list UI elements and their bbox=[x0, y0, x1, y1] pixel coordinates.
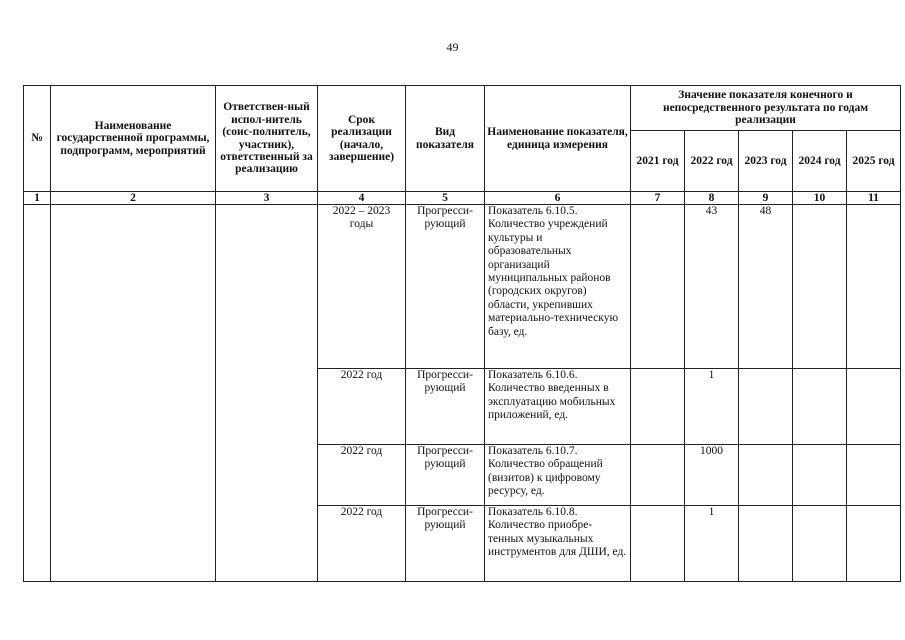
column-number: 10 bbox=[793, 192, 847, 205]
cell-value-2025 bbox=[847, 205, 901, 369]
table-row bbox=[24, 205, 901, 369]
cell-value-2023 bbox=[739, 369, 793, 445]
column-number: 11 bbox=[847, 192, 901, 205]
header-indicator-type: Вид показателя bbox=[406, 86, 485, 192]
column-number: 3 bbox=[216, 192, 318, 205]
cell-indicator-type: Прогресси-рующий bbox=[406, 369, 485, 445]
cell-indicator-name: Показатель 6.10.7. Количество обращений (визитов) к цифровому ресурсу, ед. bbox=[485, 445, 631, 506]
cell-value-2022: 43 bbox=[685, 205, 739, 369]
cell-value-2025 bbox=[847, 445, 901, 506]
cell-value-2021 bbox=[631, 445, 685, 506]
cell-value-2024 bbox=[793, 506, 847, 582]
cell-period: 2022 год bbox=[318, 369, 406, 445]
header-year-2022: 2022 год bbox=[685, 131, 739, 192]
cell-value-2025 bbox=[847, 506, 901, 582]
cell-indicator-type: Прогресси-рующий bbox=[406, 445, 485, 506]
cell-indicator-name: Показатель 6.10.8. Количество приобре-тенных музыкальных инструментов для ДШИ, ед. bbox=[485, 506, 631, 582]
cell-indicator-type: Прогресси-рующий bbox=[406, 506, 485, 582]
cell-value-2023 bbox=[739, 445, 793, 506]
column-number: 2 bbox=[51, 192, 216, 205]
cell-no bbox=[24, 205, 51, 582]
cell-program-name bbox=[51, 205, 216, 582]
cell-value-2025 bbox=[847, 369, 901, 445]
column-number-row bbox=[24, 192, 901, 205]
cell-value-2022: 1000 bbox=[685, 445, 739, 506]
cell-period: 2022 – 2023 годы bbox=[318, 205, 406, 369]
header-year-2024: 2024 год bbox=[793, 131, 847, 192]
page-number: 49 bbox=[446, 40, 459, 54]
cell-value-2022: 1 bbox=[685, 506, 739, 582]
header-period: Срок реализации (начало, завершение) bbox=[318, 86, 406, 192]
cell-value-2021 bbox=[631, 506, 685, 582]
cell-value-2024 bbox=[793, 369, 847, 445]
cell-indicator-name: Показатель 6.10.6. Количество введенных в эксплуатацию мобильных приложений, ед. bbox=[485, 369, 631, 445]
cell-indicator-name: Показатель 6.10.5. Количество учреждений культуры и образовательных организаций муниципальных районов (городских округов) области, укрепивших материально-техническую базу, ед. bbox=[485, 205, 631, 369]
header-year-2023: 2023 год bbox=[739, 131, 793, 192]
cell-value-2023: 48 bbox=[739, 205, 793, 369]
indicators-table bbox=[23, 85, 901, 582]
cell-period: 2022 год bbox=[318, 506, 406, 582]
column-number: 4 bbox=[318, 192, 406, 205]
header-values-group: Значение показателя конечного и непосредственного результата по годам реализации bbox=[631, 86, 901, 131]
cell-value-2024 bbox=[793, 445, 847, 506]
column-number: 7 bbox=[631, 192, 685, 205]
cell-value-2021 bbox=[631, 369, 685, 445]
header-indicator-name: Наименование показателя, единица измерения bbox=[485, 86, 631, 192]
header-year-2025: 2025 год bbox=[847, 131, 901, 192]
cell-indicator-type: Прогресси-рующий bbox=[406, 205, 485, 369]
column-number: 5 bbox=[406, 192, 485, 205]
cell-period: 2022 год bbox=[318, 445, 406, 506]
header-program-name: Наименование государственной программы, подпрограмм, мероприятий bbox=[51, 86, 216, 192]
cell-executor bbox=[216, 205, 318, 582]
cell-value-2023 bbox=[739, 506, 793, 582]
header-year-2021: 2021 год bbox=[631, 131, 685, 192]
column-number: 1 bbox=[24, 192, 51, 205]
cell-value-2022: 1 bbox=[685, 369, 739, 445]
header-no: № bbox=[24, 86, 51, 192]
header-executor: Ответствен-ный испол-нитель (соис-полнитель, участник), ответственный за реализацию bbox=[216, 86, 318, 192]
cell-value-2024 bbox=[793, 205, 847, 369]
column-number: 8 bbox=[685, 192, 739, 205]
cell-value-2021 bbox=[631, 205, 685, 369]
column-number: 6 bbox=[485, 192, 631, 205]
column-number: 9 bbox=[739, 192, 793, 205]
